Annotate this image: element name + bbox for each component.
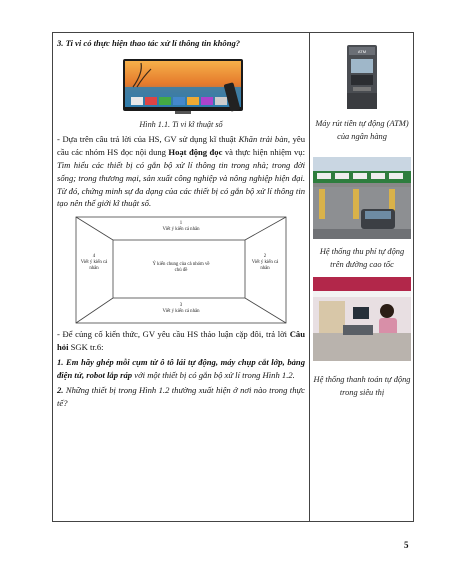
atm-caption: Máy rút tiền tự động (ATM) của ngân hàng — [315, 119, 409, 141]
section-number: 4 — [92, 254, 96, 260]
placemat-diagram — [75, 216, 287, 324]
toll-station-image — [313, 157, 411, 239]
question-2 — [57, 384, 305, 410]
text-run: và thực hiện nhiệm vụ: — [222, 146, 305, 157]
page-number: 5 — [404, 540, 409, 550]
placemat-section-3 — [155, 303, 207, 315]
section-number: 1 — [179, 221, 183, 227]
placemat-section-1 — [155, 221, 207, 233]
paragraph-activity — [57, 133, 305, 210]
section-label: Viết ý kiến cá nhân — [162, 309, 200, 315]
section-label: Viết ý kiến cá nhân — [251, 260, 279, 272]
question-1 — [57, 356, 305, 382]
text-run-italic: Khăn trải bàn — [238, 133, 288, 144]
text-run-italic: với một thiết bị có gắn bộ xử lí trong Hình 1.2. — [132, 370, 295, 381]
text-run-bold: Hoạt động đọc — [168, 146, 223, 157]
section-number: 2 — [263, 254, 267, 260]
tv-image — [113, 57, 253, 117]
text-run: SGK tr.6: — [68, 342, 104, 353]
section-label: Viết ý kiến cá nhân — [162, 227, 200, 233]
text-run: - Để củng cố kiến thức, GV yêu cầu HS thảo luận cặp đôi, trả lời — [57, 329, 290, 340]
placemat-section-2 — [247, 254, 283, 272]
supermarket-checkout-image — [313, 277, 411, 361]
figure-caption: Hình 1.1. Ti vi kĩ thuật số — [139, 119, 223, 129]
text-run-bold: Câu hỏi — [57, 329, 305, 353]
tv-figure — [113, 57, 253, 117]
section-label: Viết ý kiến cá nhân — [80, 260, 108, 272]
text-run: - Dựa trên câu trả lời của HS, GV sử dụng kĩ thuật — [57, 133, 239, 144]
right-column — [313, 35, 411, 399]
text-run-italic: Tìm hiểu các thiết bị có gắn bộ xử lí thông tin trong nhà; trong đời sống; trong thương mại, sản xuất công nghiệp và nông nghiệp hiện đại. Từ đó, chứng minh sự đa dạng của các thiết bị có gắn bộ xử lí thông tin tạo nên thế giới kĩ thuật số. — [57, 159, 305, 209]
column-divider — [309, 33, 310, 521]
content-table — [52, 32, 414, 522]
placemat-section-4 — [79, 254, 109, 272]
atm-image — [313, 43, 411, 111]
section-number: 3 — [179, 303, 183, 309]
text-run-bold-italic: 1. Em hãy ghép mỗi cụm từ — [57, 357, 161, 368]
question-3: 3. Ti vi có thực hiện thao tác xử lí thông tin không? — [57, 38, 241, 48]
text-run-bold-italic: ô tô lái tự động, máy chụp cắt lớp, bảng điện tử, robot lắp ráp — [57, 357, 305, 381]
text-run-bold-italic: 2. — [57, 384, 64, 395]
placemat-center: Ý kiến chung của cả nhóm về chủ đề — [152, 262, 210, 274]
toll-caption: Hệ thống thu phí tự động trên đường cao tốc — [319, 247, 405, 269]
text-run-italic: Những thiết bị trong Hình 1.2 thường xuất hiện ở nơi nào trong thực tế? — [57, 384, 305, 408]
text-run: , yêu cầu các nhóm HS đọc nội dung — [57, 133, 305, 157]
svg-text:ATM: ATM — [357, 49, 367, 54]
left-column — [57, 35, 305, 410]
paragraph-reinforce — [57, 328, 305, 354]
supermarket-caption: Hệ thống thanh toán tự động trong siêu thị — [313, 375, 411, 397]
